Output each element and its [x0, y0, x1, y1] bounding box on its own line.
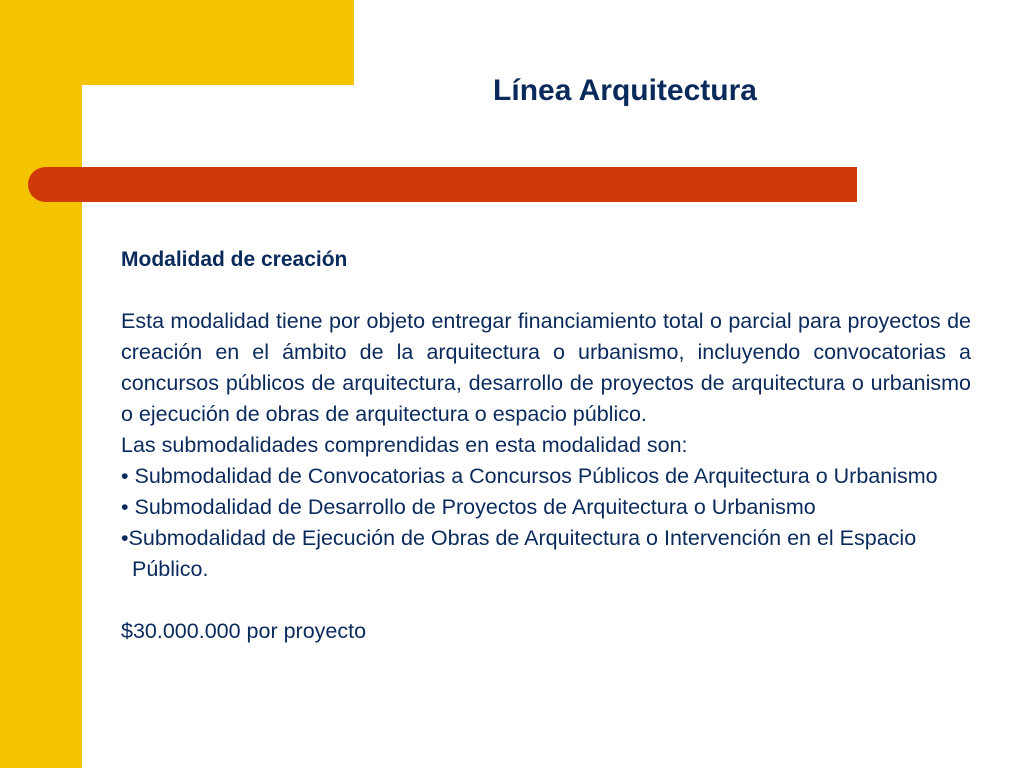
- left-yellow-band: [0, 0, 82, 768]
- bullet-item-ejecucion: •Submodalidad de Ejecución de Obras de Arquitectura o Intervención en el Espacio Público.: [121, 526, 917, 581]
- bullet-item-desarrollo: • Submodalidad de Desarrollo de Proyectos de Arquitectura o Urbanismo: [121, 495, 816, 519]
- slide-content: [121, 244, 971, 647]
- spacer: [121, 275, 971, 306]
- submodalities-intro: Las submodalidades comprendidas en esta modalidad son:: [121, 433, 688, 457]
- section-subtitle: Modalidad de creación: [121, 248, 348, 271]
- red-divider-bar: [28, 167, 857, 202]
- top-yellow-band: [0, 0, 354, 85]
- slide-title: Línea Arquitectura: [493, 74, 757, 107]
- spacer: [121, 585, 971, 616]
- rounded-corner-decoration: [82, 85, 162, 165]
- description-paragraph: Esta modalidad tiene por objeto entregar financiamiento total o parcial para proyectos de creación en el ámbito de la arquitectura o urbanismo, incluyendo convocatorias a concursos públicos de arquitectura, desarrollo de proyectos de arquitectura o urbanismo o ejecución de obras de arquitectura o espacio público.: [121, 309, 971, 426]
- bullet-item-convocatorias: • Submodalidad de Convocatorias a Concursos Públicos de Arquitectura o Urbanismo: [121, 464, 938, 488]
- funding-amount: $30.000.000 por proyecto: [121, 619, 367, 643]
